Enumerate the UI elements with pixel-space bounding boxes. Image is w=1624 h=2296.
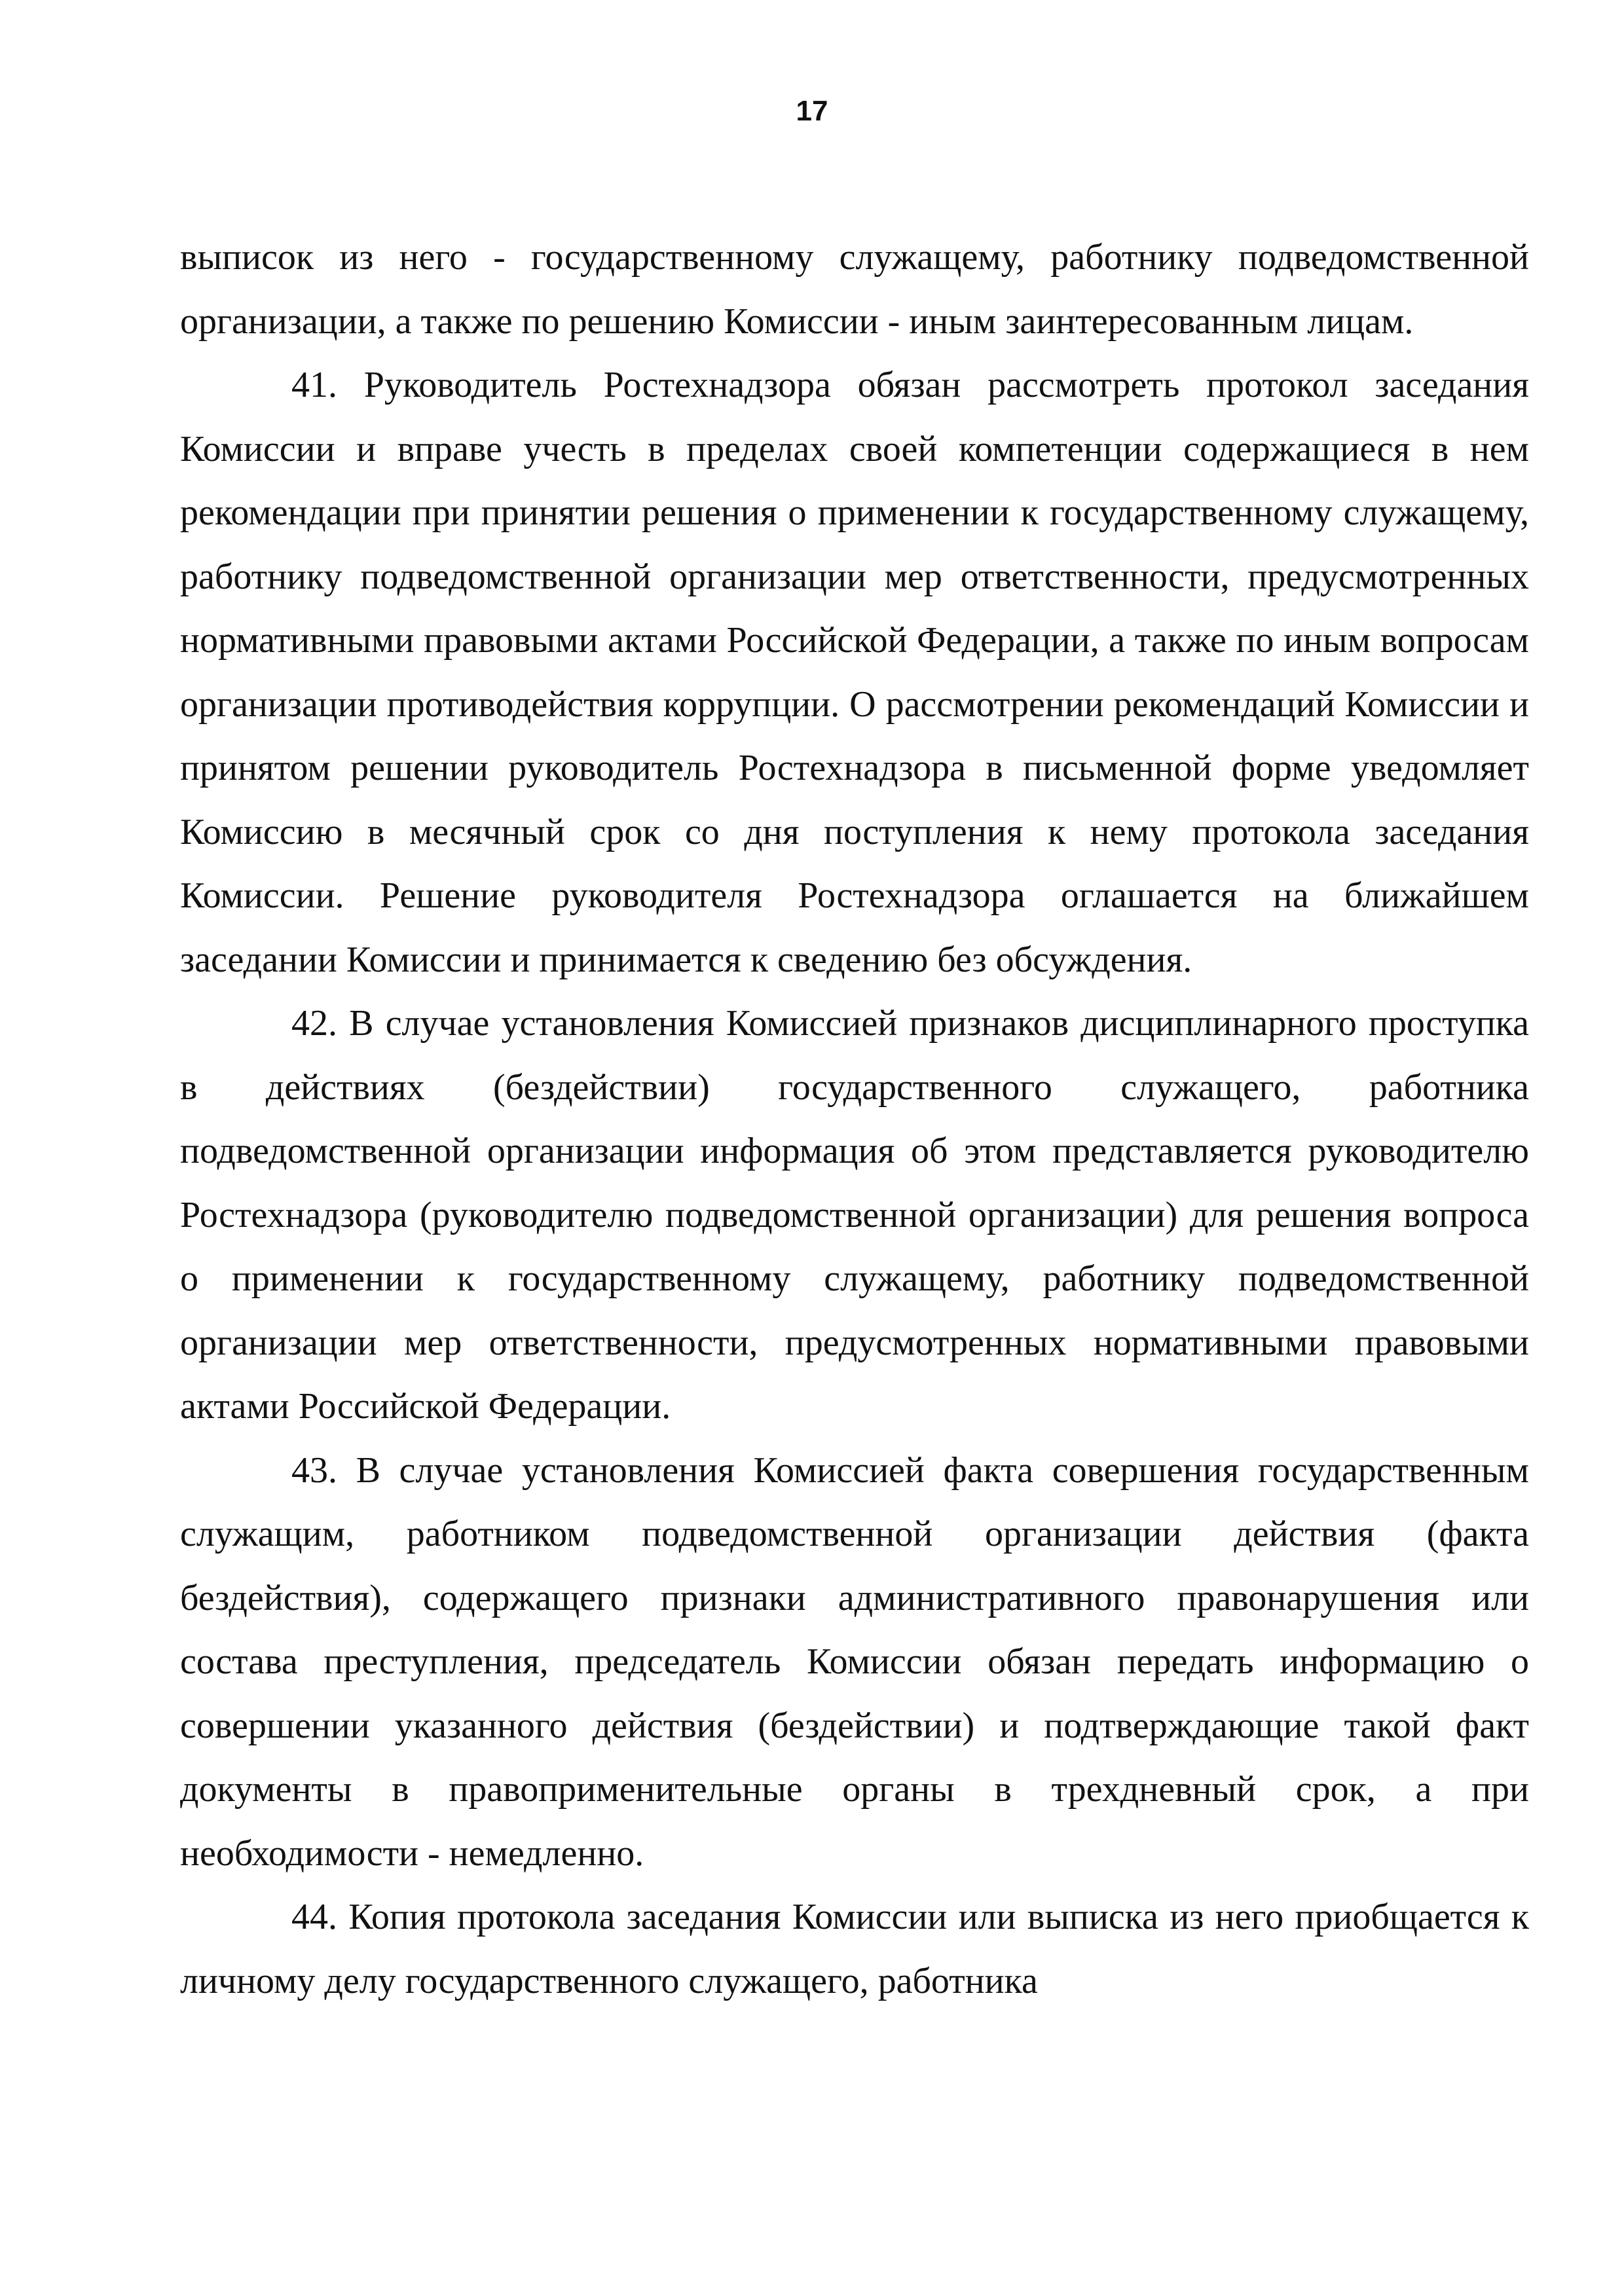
document-body — [180, 226, 1529, 2013]
paragraph-41: 41. Руководитель Ростехнадзора обязан рассмотреть протокол заседания Комиссии и вправе учесть в пределах своей компетенции содержащиеся в нем рекомендации при принятии решения о применении к государственному служащему, работнику подведомственной организации мер ответственности, предусмотренных нормативными правовыми актами Российской Федерации, а также по иным вопросам организации противодействия коррупции. О рассмотрении рекомендаций Комиссии и принятом решении руководитель Ростехнадзора в письменной форме уведомляет Комиссию в месячный срок со дня поступления к нему протокола заседания Комиссии. Решение руководителя Ростехнадзора оглашается на ближайшем заседании Комиссии и принимается к сведению без обсуждения. — [180, 365, 1529, 980]
paragraph-42: 42. В случае установления Комиссией признаков дисциплинарного проступка в действиях (бездействии) государственного служащего, работника подведомственной организации информация об этом представляется руководителю Ростехнадзора (руководителю подведомственной организации) для решения вопроса о применении к государственному служащему, работнику подведомственной организации мер ответственности, предусмотренных нормативными правовыми актами Российской Федерации. — [180, 1003, 1529, 1427]
page-number: 17 — [796, 95, 828, 127]
paragraph-43: 43. В случае установления Комиссией факта совершения государственным служащим, работником подведомственной организации действия (факта бездействия), содержащего признаки административного правонарушения или состава преступления, председатель Комиссии обязан передать информацию о совершении указанного действия (бездействии) и подтверждающие такой факт документы в правоприменительные органы в трехдневный срок, а при необходимости - немедленно. — [180, 1449, 1529, 1874]
paragraph-continuation: выписок из него - государственному служащему, работнику подведомственной организации, а также по решению Комиссии - иным заинтересованным лицам. — [180, 237, 1529, 342]
paragraph-44: 44. Копия протокола заседания Комиссии или выписка из него приобщается к личному делу государственного служащего, работника — [180, 1897, 1529, 2001]
